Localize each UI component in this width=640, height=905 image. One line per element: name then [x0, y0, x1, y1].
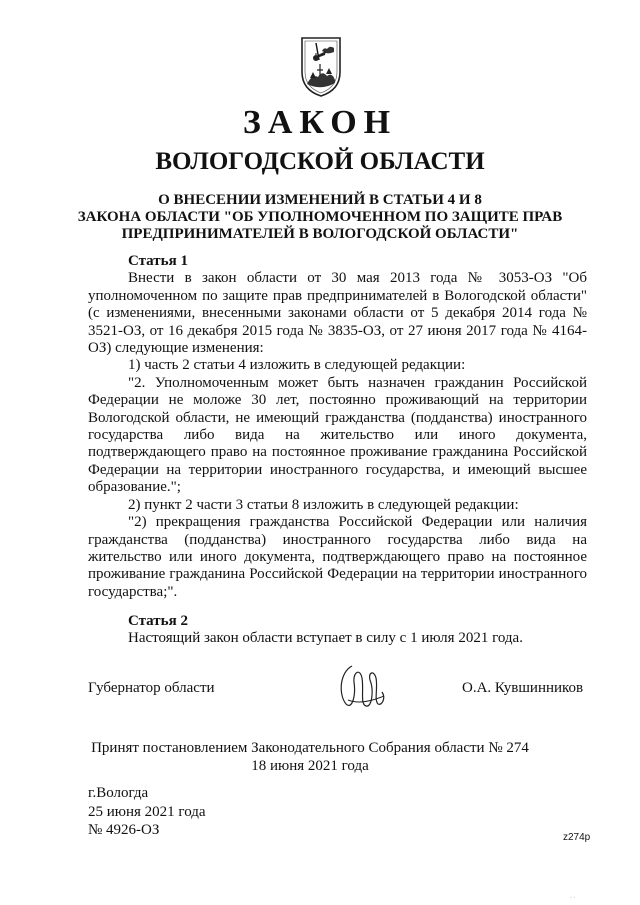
- article-2: [88, 613, 587, 648]
- adoption-date: 18 июня 2021 года: [251, 758, 369, 774]
- article-1-item-1: 1) часть 2 статьи 4 изложить в следующей редакции:: [128, 357, 466, 374]
- article-2-heading: Статья 2: [128, 613, 188, 629]
- document-code: z274р: [563, 832, 591, 843]
- article-1-intro: Внести в закон области от 30 мая 2013 года № 3053-ОЗ "Об уполномоченном по защите прав предпринимателей в Вологодской области" (с изменениями, внесенными законами области от 5 декабря 2014 года № 3521-ОЗ, от 16 декабря 2015 года № 3835-ОЗ, от 27 июня 2017 года № 4164-ОЗ) следующие изменения:: [88, 270, 587, 357]
- region-title: ВОЛОГОДСКОЙ ОБЛАСТИ: [155, 148, 485, 175]
- adoption-note: [80, 739, 540, 775]
- subtitle-line: О ВНЕСЕНИИ ИЗМЕНЕНИЙ В СТАТЬИ 4 И 8: [158, 192, 482, 208]
- adoption-line: Принят постановлением Законодательного Собрания области № 274: [91, 740, 529, 756]
- signing-date: 25 июня 2021 года: [88, 803, 206, 820]
- law-subtitle: [40, 192, 600, 243]
- law-number: № 4926-ОЗ: [88, 822, 160, 838]
- governor-title: Губернатор области: [88, 680, 215, 696]
- article-1-item-2-text: "2) прекращения гражданства Российской Федерации или наличия гражданства (подданства) иностранного государства либо вида на жительство или иного документа, подтверждающего право на постоянное проживание гражданина Российской Федерации на территории иностранного государства;".: [88, 514, 587, 600]
- governor-name: О.А. Кувшинников: [462, 680, 584, 696]
- city: г.Вологда: [88, 785, 149, 801]
- place-and-date: [88, 784, 206, 840]
- article-2-text: Настоящий закон области вступает в силу с 1 июля 2021 года.: [128, 630, 523, 647]
- article-1-heading: Статья 1: [128, 253, 188, 269]
- scan-mark: · ·: [570, 895, 576, 901]
- law-title: ЗАКОН: [242, 104, 398, 141]
- subtitle-line: ПРЕДПРИНИМАТЕЛЕЙ В ВОЛОГОДСКОЙ ОБЛАСТИ": [121, 226, 519, 242]
- coat-of-arms-icon: [298, 34, 344, 98]
- subtitle-line: ЗАКОНА ОБЛАСТИ "ОБ УПОЛНОМОЧЕННОМ ПО ЗАЩИТЕ ПРАВ: [77, 209, 563, 225]
- handwritten-signature-icon: [334, 660, 388, 716]
- article-1-item-1-text: "2. Уполномоченным может быть назначен гражданин Российской Федерации не моложе 30 лет, постоянно проживающий на территории Вологодской области, не имеющий гражданства (подданства) иностранного государства либо вида на жительство или иного документа, подтверждающего право на постоянное проживание гражданина Российской Федерации на территории иностранного государства, и имеющий высшее образование.";: [88, 374, 587, 496]
- article-1-item-2: 2) пункт 2 части 3 статьи 8 изложить в следующей редакции:: [128, 496, 519, 513]
- article-1: [88, 253, 587, 601]
